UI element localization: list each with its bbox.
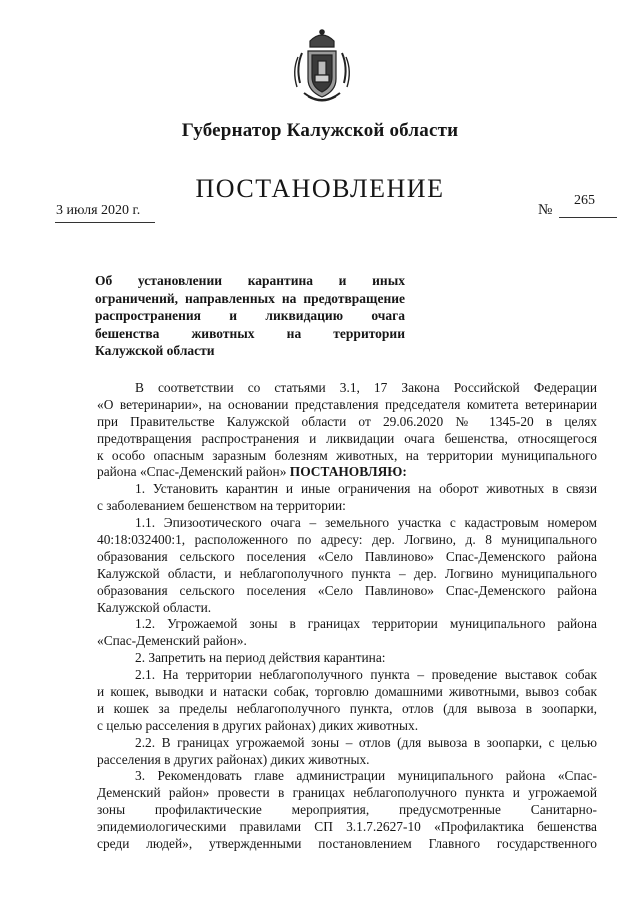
body-line: 1.1. Эпизоотического очага – земельного участка с кадастровым номером xyxy=(135,515,597,531)
document-number: 265 xyxy=(574,193,595,208)
body-line: образования сельского поселения «Село Павлиново» Спас-Деменского района xyxy=(97,548,597,564)
body-line: с целью расселения в других районах) диких животных. xyxy=(97,717,419,733)
body-line: Деменский район» провести в границах неблагополучного пункта и угрожаемой xyxy=(97,785,597,801)
subject-line: распространения и ликвидацию очага xyxy=(95,308,405,323)
body-line: 2.2. В границах угрожаемой зоны – отлов (для вывоза в зоопарки, с целью xyxy=(135,734,597,750)
document-type-title: ПОСТАНОВЛЕНИЕ xyxy=(195,174,445,203)
body-line: образования сельского поселения «Село Павлиново» Спас-Деменского района xyxy=(97,582,597,598)
body-line: зоны профилактические мероприятия, предусмотренные Санитарно- xyxy=(97,802,597,818)
body-line: Калужской области. xyxy=(97,599,212,615)
body-line: предотвращения распространения и ликвидации очага бешенства, относящегося xyxy=(97,430,597,446)
body-line: при Правительстве Калужской области от 29.06.2020 № 1345-20 в целях xyxy=(97,413,597,429)
body-line: 1.2. Угрожаемой зоны в границах территории муниципального района xyxy=(135,616,597,632)
body-line: «Спас-Деменский район». xyxy=(97,633,247,649)
issuing-authority: Губернатор Калужской области xyxy=(181,120,459,141)
subject-line: бешенства животных на территории xyxy=(95,325,405,341)
body-line: среди людей», утвержденными постановлением Главного государственного xyxy=(97,836,597,852)
body-line: 40:18:032400:1, расположенного по адресу: дер. Логвино, д. 8 муниципального xyxy=(97,532,597,548)
decree-word: ПОСТАНОВЛЯЮ: xyxy=(289,464,407,480)
body-line: с заболеванием бешенством на территории: xyxy=(97,498,346,514)
body-line: 2. Запретить на период действия карантина: xyxy=(135,650,386,666)
document-body xyxy=(97,380,597,853)
body-line: и кошек, выводки и натаски собак, торговлю домашними животными, вывоз собак xyxy=(97,684,597,700)
body-line: «О ветеринарии», на основании представления председателя комитета ветеринарии xyxy=(97,396,597,412)
body-line: В соответствии со статьями 3.1, 17 Закона Российской Федерации xyxy=(135,380,597,395)
number-label: № xyxy=(538,202,553,218)
number-underline xyxy=(559,217,617,218)
body-line: эпидемиологическими правилами СП 3.1.7.2627-10 «Профилактика бешенства xyxy=(97,819,597,835)
subject-line: Калужской области xyxy=(95,343,215,358)
body-line: и кошек за пределы неблагополучного пункта, отлов (для вывоза в зоопарки, xyxy=(97,700,597,716)
date-underline xyxy=(55,222,155,223)
body-line xyxy=(97,464,597,481)
body-line: Калужской области, и неблагополучного пункта – дер. Логвино муниципального xyxy=(97,565,597,581)
body-line: 2.1. На территории неблагополучного пункта – проведение выставок собак xyxy=(135,667,597,683)
body-line: расселения в других районах) диких животных. xyxy=(97,751,370,767)
document-subject xyxy=(95,272,405,360)
subject-line: Об установлении карантина и иных xyxy=(95,273,405,288)
body-line: 1. Установить карантин и иные ограничения на оборот животных в связи xyxy=(135,481,597,497)
body-line: 3. Рекомендовать главе администрации муниципального района «Спас- xyxy=(135,768,597,784)
coat-of-arms-icon xyxy=(290,27,354,109)
preamble-tail: района «Спас-Деменский район» xyxy=(97,464,287,480)
body-line: к особо опасным заразным болезням животных, на территории муниципального xyxy=(97,447,597,463)
document-date: 3 июля 2020 г. xyxy=(56,203,141,218)
subject-line: ограничений, направленных на предотвращение xyxy=(95,290,405,306)
